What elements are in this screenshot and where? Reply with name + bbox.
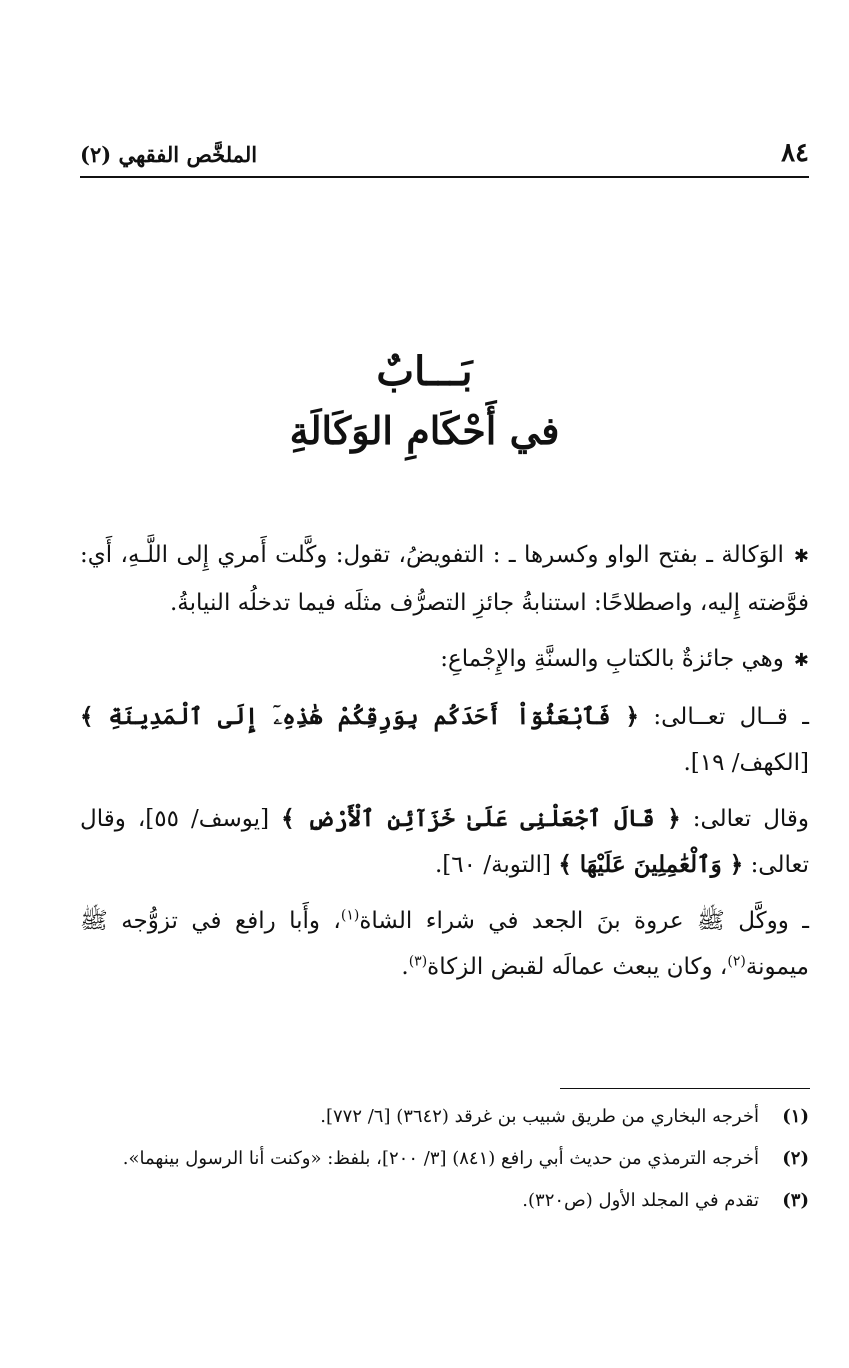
footnote-divider [560,1088,810,1089]
quran-verse: ﴿ فَٱبْعَثُوٓاْ أَحَدَكُم بِوَرِقِكُمْ هَٰذِهِۦٓ إِلَى ٱلْمَدِينَةِ ﴾ [80,703,639,730]
asterisk-icon: ✱ [793,650,809,671]
footnote-item [80,1182,809,1220]
quran-verse: ﴿ قَالَ ٱجْعَلْنِى عَلَىٰ خَزَآئِنِ ٱلْأَرْضِ ﴾ [281,805,681,832]
sunnah-text: ـ ووكَّل ﷺ عروة بنَ الجعد في شراء الشاة [359,908,809,934]
sunnah-text: . [401,954,409,980]
quote-lead: وقال تعالى: [692,806,810,832]
asterisk-icon: ✱ [793,546,809,567]
footnote-item [80,1140,809,1178]
permissibility-text: وهي جائزةٌ بالكتابِ والسنَّةِ والإِجْماعِ: [440,646,784,672]
quran-verse: ﴿ وَٱلْعَٰمِلِينَ عَلَيْهَا ﴾ [558,851,744,878]
paragraph-definition [80,532,809,626]
sunnah-text: ، وأَبا رافع في تزوُّجه ﷺ ميمونة [80,908,809,980]
verse-reference: [التوبة/ ٦٠]. [435,852,552,878]
paragraph-permissibility [80,636,809,684]
page-number: ٨٤ [781,138,809,168]
footnote-number: (٣) [782,1190,809,1211]
sunnah-text: ، وكان يبعث عمالَه لقبض الزكاة [427,954,728,980]
footnote-item [80,1098,809,1136]
book-title: الملخَّص الفقهي (٢) [80,142,258,167]
chapter-title: في أَحْكَامِ الوَكَالَةِ [289,408,560,453]
footnote-number: (٢) [782,1148,809,1169]
footnote-text: تقدم في المجلد الأول (ص٣٢٠). [522,1190,759,1211]
paragraph-quran-evidence-1 [80,694,809,786]
footnotes [80,1098,809,1224]
verse-reference: [الكهف/ ١٩]. [683,750,809,776]
footnote-number: (١) [782,1106,809,1127]
footnote-marker: (١) [340,907,360,924]
verse-reference: [يوسف/ ٥٥]، وقال تعالى: [80,806,809,878]
paragraph-quran-evidence-2 [80,796,809,888]
footnote-text: أخرجه البخاري من طريق شبيب بن غرقد (٣٦٤٢) [٦/ ٧٧٢]. [320,1106,759,1127]
definition-text: الوَكالة ـ بفتح الواو وكسرها ـ : التفويضُ، تقول: وكَّلت أَمري إِلى اللَّـهِ، أَي: فوَّضته إِليه، واصطلاحًا: استنابةُ جائزِ التصرُّف مثلَه فيما تدخلُه النيابةُ. [80,542,809,616]
footnote-marker: (٣) [408,953,428,970]
footnote-text: أخرجه الترمذي من حديث أبي رافع (٨٤١) [٣/ ٢٠٠]، بلفظ: «وكنت أنا الرسول بينهما». [122,1148,759,1169]
footnote-marker: (٢) [727,953,746,970]
running-header [80,136,809,178]
chapter-label: بَـــابٌ [376,348,473,395]
quote-lead: ـ قــال تعــالى: [653,704,809,730]
paragraph-sunnah-evidence [80,898,809,990]
main-text [80,532,809,1000]
